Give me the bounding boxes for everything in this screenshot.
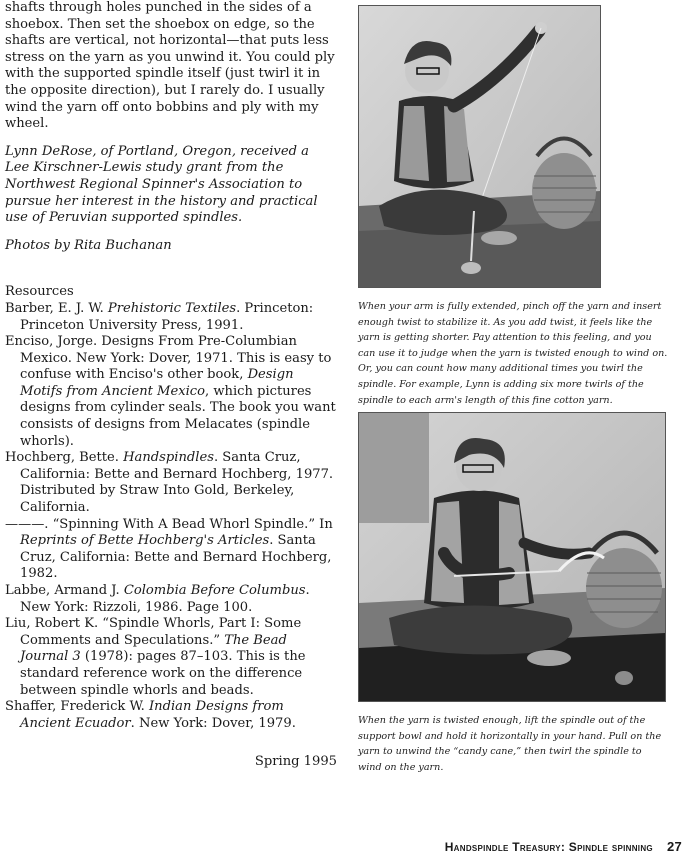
reference-title: Handspindles bbox=[123, 450, 214, 466]
reference-title: The Bead Journal 3 bbox=[20, 632, 287, 665]
reference-item: ———. “Spinning With A Bead Whorl Spindle.” In Reprints of Bette Hochberg's Articles. Santa Cruz, California: Bette and Bernard Hochberg, 1982. bbox=[5, 516, 333, 582]
issue-label: Spring 1995 bbox=[254, 754, 337, 770]
reference-title: Design Motifs from Ancient Mexico bbox=[20, 367, 294, 399]
reference-item: Barber, E. J. W. Prehistoric Textiles. Princeton: Princeton University Press, 1991. bbox=[5, 300, 314, 333]
reference-list bbox=[5, 301, 337, 732]
reference-title: Indian Designs from Ancient Ecuador bbox=[20, 699, 284, 731]
page-footer bbox=[445, 839, 682, 854]
photo-illustration bbox=[359, 413, 665, 701]
reference-title: Prehistoric Textiles bbox=[107, 300, 237, 316]
reference-item: Enciso, Jorge. Designs From Pre-Columbian Mexico. New York: Dover, 1971. This is easy to confuse with Enciso's other book, Design Motifs from Ancient Mexico, which pictures designs from cylinder seals. The book you want consists of designs from Melacates (spindle whorls). bbox=[5, 334, 336, 449]
spinning-photo-winding-on bbox=[358, 412, 666, 702]
spinning-photo-arm-extended bbox=[358, 5, 601, 288]
photo-credit: Photos by Rita Buchanan bbox=[5, 237, 172, 253]
page-number: 27 bbox=[666, 839, 682, 854]
body-paragraph: shafts through holes punched in the sides of a shoebox. Then set the shoebox on edge, so the shafts are vertical, not horizontal—that puts less stress on the yarn as you unwind it. You could ply with the supported spindle itself (just twirl it in the opposite direction), but I rarely do. I usually wind the yarn off onto bobbins and ply with my wheel. bbox=[5, 0, 335, 132]
resources-heading: Resources bbox=[5, 284, 74, 300]
reference-title: Reprints of Bette Hochberg's Articles bbox=[20, 533, 270, 549]
left-column bbox=[5, 0, 337, 771]
reference-item: Liu, Robert K. “Spindle Whorls, Part I: Some Comments and Speculations.” The Bead Journal 3 (1978): pages 87–103. This is the standard reference work on the difference between spindle whorls and beads. bbox=[5, 616, 306, 698]
reference-item: Labbe, Armand J. Colombia Before Columbus. New York: Rizzoli, 1986. Page 100. bbox=[5, 583, 310, 615]
reference-item: Shaffer, Frederick W. Indian Designs from Ancient Ecuador. New York: Dover, 1979. bbox=[5, 699, 296, 731]
photo-illustration bbox=[359, 6, 600, 287]
running-title: Handspindle Treasury: Spindle spinning bbox=[444, 840, 653, 854]
photo-caption: When your arm is fully extended, pinch off the yarn and insert enough twist to stabilize it. As you add twist, it feels like the yarn is getting shorter. Pay attention to this feeling, and you can use it to judge when the yarn is twisted enough to wind on. Or, you can count how many additional times you twirl the spindle. For example, Lynn is adding six more twirls of the spindle to each arm's length of this fine cotton yarn. bbox=[358, 301, 668, 406]
author-note: Lynn DeRose, of Portland, Oregon, received a Lee Kirschner-Lewis study grant from the Northwest Regional Spinner's Association to pursue her interest in the history and practical use of Peruvian supported spindles. bbox=[5, 143, 318, 226]
photo-caption: When the yarn is twisted enough, lift the spindle out of the support bowl and hold it horizontally in your hand. Pull on the yarn to unwind the “candy cane,” then twirl the spindle to wind on the yarn. bbox=[358, 715, 662, 773]
reference-item: Hochberg, Bette. Handspindles. Santa Cruz, California: Bette and Bernard Hochberg, 1977. Distributed by Straw Into Gold, Berkeley, California. bbox=[5, 450, 334, 516]
reference-title: Colombia Before Columbus bbox=[123, 583, 306, 598]
